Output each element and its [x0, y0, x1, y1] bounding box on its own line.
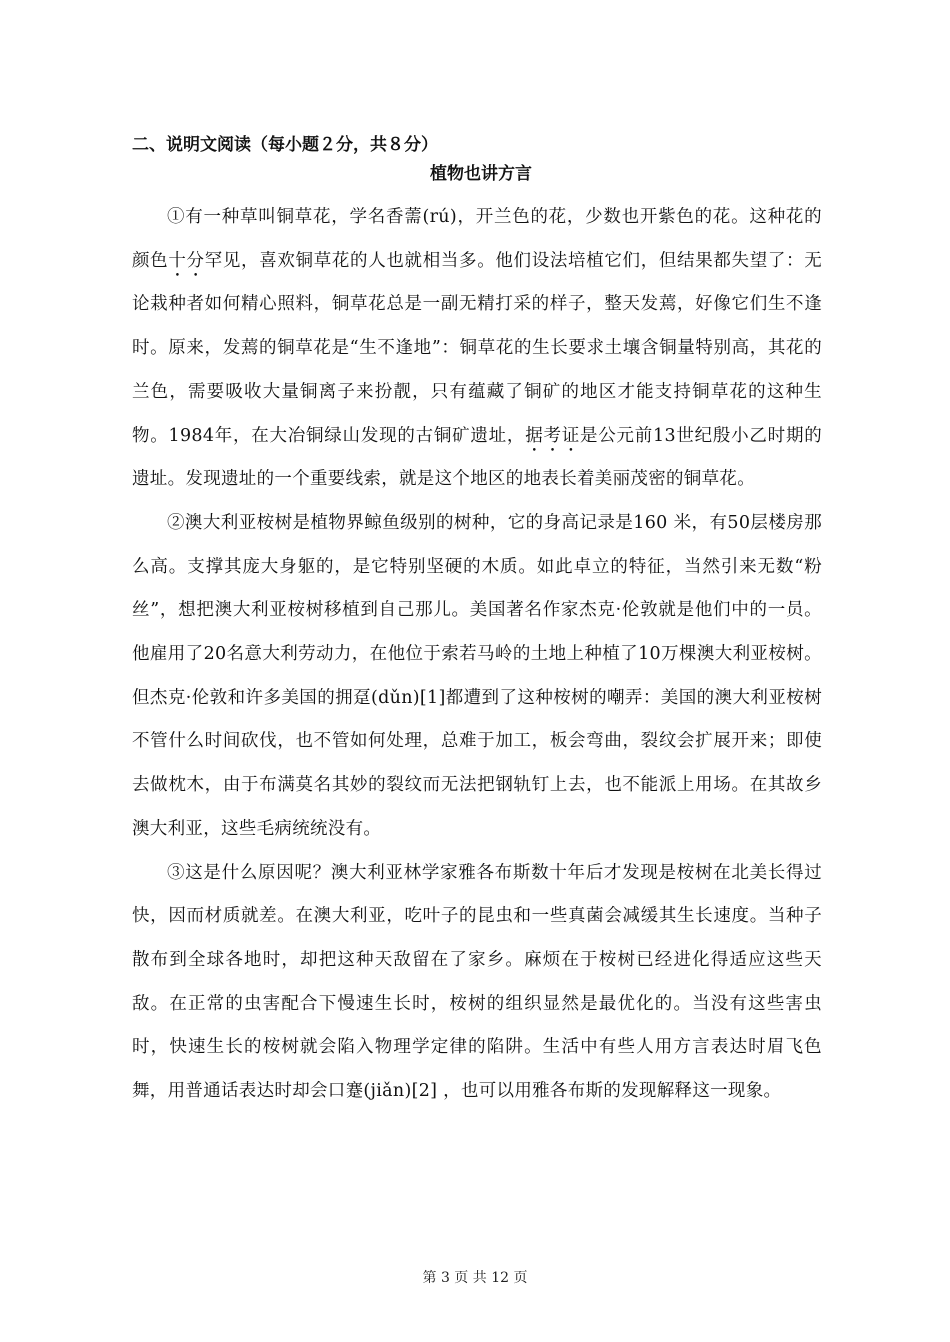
emphasized-text: 十分 — [168, 250, 205, 271]
paragraph-2 — [132, 502, 822, 852]
paragraph-3 — [132, 852, 822, 1114]
paragraph-text: 是公元前13世纪殷小乙时期的遗址。发现遗址的一个重要线索，就是这个地区的地表长着美丽茂密的铜草花。 — [132, 425, 823, 490]
emphasized-text: 据考证 — [525, 425, 580, 446]
page-footer: 第 3 页 共 12 页 — [422, 1270, 528, 1286]
paragraph-text: 罕见，喜欢铜草花的人也就相当多。他们设法培植它们，但结果都失望了：无论栽种者如何精心照料，铜草花总是一副无精打采的样子，整天发蔫，好像它们生不逢时。原来，发蔫的铜草花是“生不逢地”：铜草花的生长要求土壤含铜量特别高，其花的兰色，需要吸收大量铜离子来扮靓，只有蕴藏了铜矿的地区才能支持铜草花的这种生物。1984年，在大冶铜绿山发现的古铜矿遗址， — [132, 250, 822, 446]
paragraph-text: ①有一种草叫铜草花，学名香薷(rú)，开兰色的花，少数也开紫色的花。这种花的颜色 — [132, 207, 822, 271]
paragraph-text: ②澳大利亚桉树是植物界鲸鱼级别的树种，它的身高记录是160 米，有50层楼房那么高。支撑其庞大身躯的，是它特别坚硬的木质。如此卓立的特征，当然引来无数“粉丝”，想把澳大利亚桉树移植到自己那儿。美国著名作家杰克·伦敦就是他们中的一员。他雇用了20名意大利劳动力，在他位于索若马岭的土地上种植了10万棵澳大利亚桉树。但杰克·伦敦和许多美国的拥趸(dǔn)[1]都遭到了这种桉树的嘲弄：美国的澳大利亚桉树不管什么时间砍伐，也不管如何处理，总难于加工，板会弯曲，裂纹会扩展开来；即使去做枕木，由于布满莫名其妙的裂纹而无法把钢轨钉上去，也不能派上用场。在其故乡澳大利亚，这些毛病统统没有。 — [132, 512, 822, 839]
paragraph-text: ③这是什么原因呢？澳大利亚林学家雅各布斯数十年后才发现是桉树在北美长得过快，因而材质就差。在澳大利亚，吃叶子的昆虫和一些真菌会减缓其生长速度。当种子散布到全球各地时，却把这种天敌留在了家乡。麻烦在于桉树已经进化得适应这些天敌。在正常的虫害配合下慢速生长时，桉树的组织显然是最优化的。当没有这些害虫时，快速生长的桉树就会陷入物理学定律的陷阱。生活中有些人用方言表达时眉飞色舞，用普通话表达时却会口蹇(jiǎn)[2] ，也可以用雅各布斯的发现解释这一现象。 — [132, 862, 822, 1102]
article-body — [132, 196, 822, 1114]
section-heading: 二、说明文阅读（每小题２分，共８分） — [132, 135, 438, 155]
paragraph-1 — [132, 196, 822, 502]
article-title: 植物也讲方言 — [430, 164, 532, 184]
